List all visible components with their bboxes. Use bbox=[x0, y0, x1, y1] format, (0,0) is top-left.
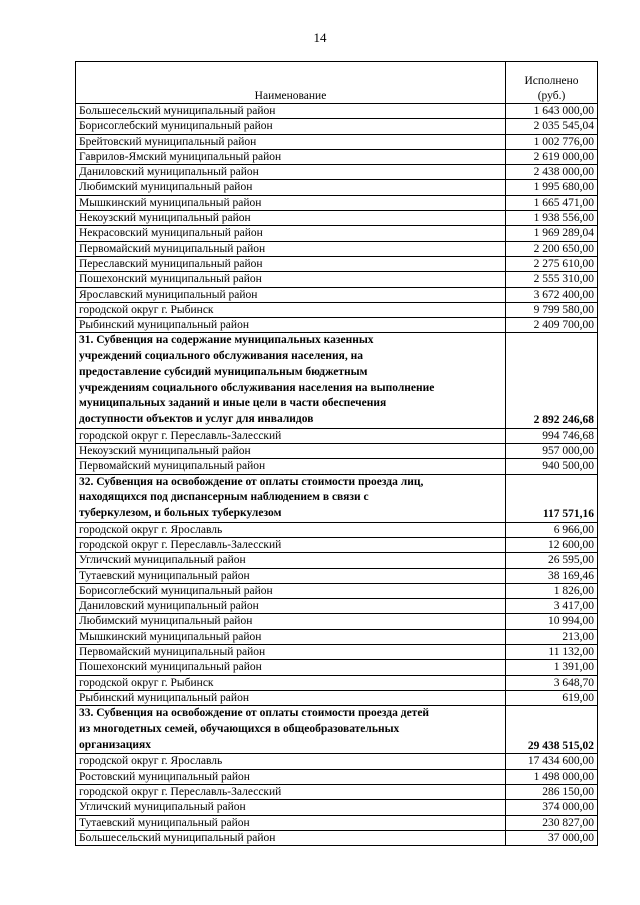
row-amount: 12 600,00 bbox=[506, 537, 598, 552]
table-row bbox=[76, 629, 598, 644]
report-table bbox=[75, 61, 598, 846]
section-title-line: доступности объектов и услуг для инвалидов bbox=[79, 412, 314, 425]
row-name: Тутаевский муниципальный район bbox=[76, 568, 506, 583]
table-row bbox=[76, 211, 598, 226]
row-name: Тутаевский муниципальный район bbox=[76, 815, 506, 830]
section-title-line: находящихся под диспансерным наблюдением в связи с bbox=[79, 491, 369, 504]
row-name: городской округ г. Переславль-Залесский bbox=[76, 784, 506, 799]
table-row bbox=[76, 522, 598, 537]
row-amount: 2 275 610,00 bbox=[506, 256, 598, 271]
row-amount: 1 826,00 bbox=[506, 583, 598, 598]
row-amount: 1 002 776,00 bbox=[506, 134, 598, 149]
row-amount: 38 169,46 bbox=[506, 568, 598, 583]
row-name: городской округ г. Ярославль bbox=[76, 522, 506, 537]
section-title-line: туберкулезом, и больных туберкулезом bbox=[79, 506, 282, 519]
row-amount: 1 643 000,00 bbox=[506, 104, 598, 119]
row-amount: 994 746,68 bbox=[506, 428, 598, 443]
row-name: Пошехонский муниципальный район bbox=[76, 272, 506, 287]
row-amount: 940 500,00 bbox=[506, 459, 598, 474]
section-title-line: 31. Субвенция на содержание муниципальных казенных bbox=[79, 334, 374, 347]
table-row bbox=[76, 119, 598, 134]
table-row bbox=[76, 318, 598, 333]
row-amount: 2 409 700,00 bbox=[506, 318, 598, 333]
row-name: Пошехонский муниципальный район bbox=[76, 660, 506, 675]
row-name: городской округ г. Переславль-Залесский bbox=[76, 428, 506, 443]
row-amount: 3 672 400,00 bbox=[506, 287, 598, 302]
table-row bbox=[76, 272, 598, 287]
row-amount: 1 938 556,00 bbox=[506, 211, 598, 226]
table-row bbox=[76, 443, 598, 458]
table-row bbox=[76, 104, 598, 119]
row-amount: 213,00 bbox=[506, 629, 598, 644]
row-name: Переславский муниципальный район bbox=[76, 256, 506, 271]
page-number: 14 bbox=[313, 30, 327, 45]
row-amount: 2 200 650,00 bbox=[506, 241, 598, 256]
table-row bbox=[76, 165, 598, 180]
row-amount: 10 994,00 bbox=[506, 614, 598, 629]
table-row bbox=[76, 226, 598, 241]
row-name: Борисоглебский муниципальный район bbox=[76, 119, 506, 134]
row-name: Рыбинский муниципальный район bbox=[76, 318, 506, 333]
row-amount: 1 498 000,00 bbox=[506, 769, 598, 784]
table-row bbox=[76, 830, 598, 845]
row-amount: 26 595,00 bbox=[506, 553, 598, 568]
section-title-line: учреждений социального обслуживания населения, на bbox=[79, 350, 363, 363]
table-row bbox=[76, 149, 598, 164]
row-name: Борисоглебский муниципальный район bbox=[76, 583, 506, 598]
row-name: Любимский муниципальный район bbox=[76, 180, 506, 195]
table-row bbox=[76, 459, 598, 474]
row-name: Мышкинский муниципальный район bbox=[76, 195, 506, 210]
section-33-title bbox=[76, 706, 506, 754]
table-row bbox=[76, 134, 598, 149]
row-name: Первомайский муниципальный район bbox=[76, 241, 506, 256]
section-title-line: 32. Субвенция на освобождение от оплаты стоимости проезда лиц, bbox=[79, 475, 424, 488]
table-row bbox=[76, 568, 598, 583]
row-amount: 2 438 000,00 bbox=[506, 165, 598, 180]
section-title-line: учреждениям социального обслуживания населения на выполнение bbox=[79, 381, 435, 394]
row-amount: 230 827,00 bbox=[506, 815, 598, 830]
row-name: Угличский муниципальный район bbox=[76, 553, 506, 568]
row-name: городской округ г. Ярославль bbox=[76, 754, 506, 769]
section-31-title bbox=[76, 333, 506, 428]
section-title-line: из многодетных семей, обучающихся в общеобразовательных bbox=[79, 722, 400, 735]
table-row bbox=[76, 256, 598, 271]
row-amount: 2 619 000,00 bbox=[506, 149, 598, 164]
table-row bbox=[76, 599, 598, 614]
row-name: Даниловский муниципальный район bbox=[76, 599, 506, 614]
row-name: Ярославский муниципальный район bbox=[76, 287, 506, 302]
header-amount-line2: (руб.) bbox=[537, 89, 566, 102]
row-name: Рыбинский муниципальный район bbox=[76, 690, 506, 705]
row-amount: 6 966,00 bbox=[506, 522, 598, 537]
row-amount: 1 995 680,00 bbox=[506, 180, 598, 195]
row-amount: 1 969 289,04 bbox=[506, 226, 598, 241]
table-header-row bbox=[76, 62, 598, 104]
table-row bbox=[76, 800, 598, 815]
row-name: Ростовский муниципальный район bbox=[76, 769, 506, 784]
row-name: Мышкинский муниципальный район bbox=[76, 629, 506, 644]
section-title-line: предоставление субсидий муниципальным бюджетным bbox=[79, 365, 368, 378]
row-name: Угличский муниципальный район bbox=[76, 800, 506, 815]
header-name: Наименование bbox=[76, 62, 506, 104]
table-row bbox=[76, 180, 598, 195]
row-name: Большесельский муниципальный район bbox=[76, 830, 506, 845]
row-amount: 1 391,00 bbox=[506, 660, 598, 675]
table-row bbox=[76, 241, 598, 256]
table-row bbox=[76, 784, 598, 799]
row-amount: 2 555 310,00 bbox=[506, 272, 598, 287]
row-amount: 619,00 bbox=[506, 690, 598, 705]
table-row bbox=[76, 302, 598, 317]
row-amount: 2 035 545,04 bbox=[506, 119, 598, 134]
header-amount bbox=[506, 62, 598, 104]
table-row bbox=[76, 690, 598, 705]
section-title-line: организациях bbox=[79, 738, 151, 751]
section-32-title bbox=[76, 474, 506, 522]
row-amount: 37 000,00 bbox=[506, 830, 598, 845]
row-amount: 17 434 600,00 bbox=[506, 754, 598, 769]
row-name: Даниловский муниципальный район bbox=[76, 165, 506, 180]
row-name: Некрасовский муниципальный район bbox=[76, 226, 506, 241]
row-amount: 3 417,00 bbox=[506, 599, 598, 614]
section-32-header-row bbox=[76, 474, 598, 522]
table-row bbox=[76, 769, 598, 784]
section-33-header-row bbox=[76, 706, 598, 754]
table-row bbox=[76, 675, 598, 690]
row-amount: 9 799 580,00 bbox=[506, 302, 598, 317]
row-amount: 286 150,00 bbox=[506, 784, 598, 799]
row-name: городской округ г. Переславль-Залесский bbox=[76, 537, 506, 552]
row-amount: 374 000,00 bbox=[506, 800, 598, 815]
section-33-total: 29 438 515,02 bbox=[506, 706, 598, 754]
section-title-line: 33. Субвенция на освобождение от оплаты стоимости проезда детей bbox=[79, 707, 430, 720]
section-32-total: 117 571,16 bbox=[506, 474, 598, 522]
table-row bbox=[76, 583, 598, 598]
table-row bbox=[76, 553, 598, 568]
row-name: городской округ г. Рыбинск bbox=[76, 675, 506, 690]
table-row bbox=[76, 537, 598, 552]
row-name: Гаврилов-Ямский муниципальный район bbox=[76, 149, 506, 164]
row-amount: 11 132,00 bbox=[506, 645, 598, 660]
table-row bbox=[76, 815, 598, 830]
table-row bbox=[76, 428, 598, 443]
table-body bbox=[76, 104, 598, 846]
row-name: городской округ г. Рыбинск bbox=[76, 302, 506, 317]
row-amount: 3 648,70 bbox=[506, 675, 598, 690]
table-row bbox=[76, 645, 598, 660]
row-name: Первомайский муниципальный район bbox=[76, 645, 506, 660]
table-row bbox=[76, 660, 598, 675]
section-title-line: муниципальных заданий и иные цели в части обеспечения bbox=[79, 397, 387, 410]
row-name: Некоузский муниципальный район bbox=[76, 443, 506, 458]
row-name: Некоузский муниципальный район bbox=[76, 211, 506, 226]
section-31-total: 2 892 246,68 bbox=[506, 333, 598, 428]
table-row bbox=[76, 754, 598, 769]
row-name: Брейтовский муниципальный район bbox=[76, 134, 506, 149]
row-amount: 957 000,00 bbox=[506, 443, 598, 458]
section-31-header-row bbox=[76, 333, 598, 428]
row-name: Любимский муниципальный район bbox=[76, 614, 506, 629]
table-row bbox=[76, 195, 598, 210]
table-row bbox=[76, 287, 598, 302]
row-name: Первомайский муниципальный район bbox=[76, 459, 506, 474]
header-amount-line1: Исполнено bbox=[524, 75, 579, 88]
row-amount: 1 665 471,00 bbox=[506, 195, 598, 210]
table-row bbox=[76, 614, 598, 629]
row-name: Большесельский муниципальный район bbox=[76, 104, 506, 119]
